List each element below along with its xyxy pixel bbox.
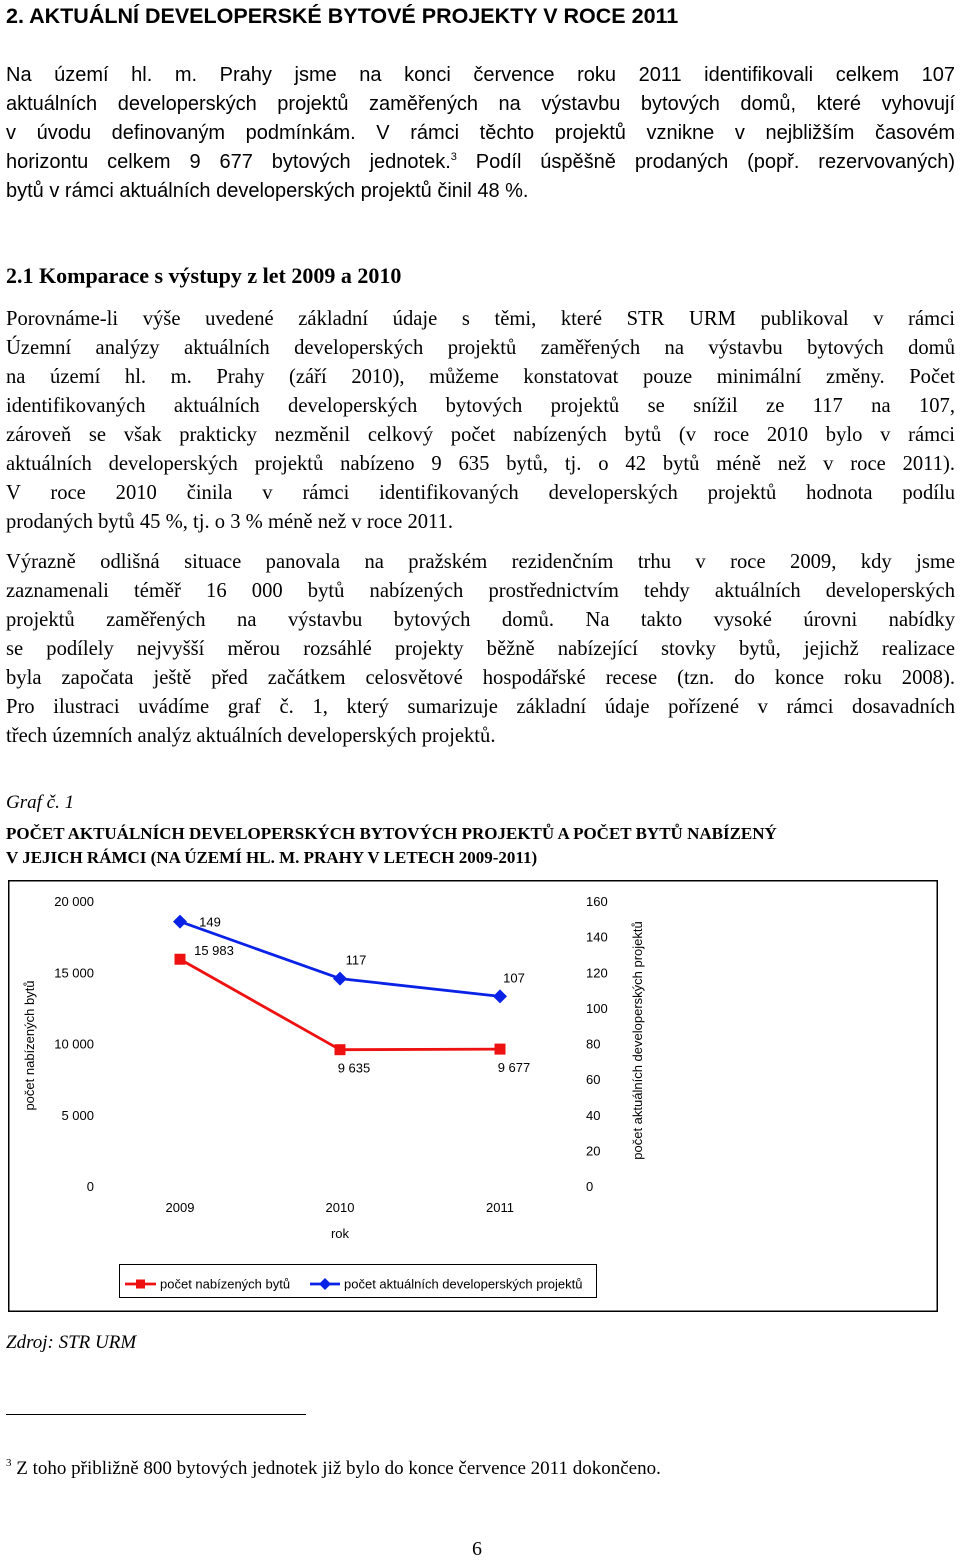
footnote xyxy=(6,1458,661,1480)
paragraph-line: Pro ilustraci uvádíme graf č. 1, který sumarizuje základní údaje pořízené v rámci dosavadních xyxy=(6,696,955,718)
footnote-text: Z toho přibližně 800 bytových jednotek již bylo do konce července 2011 dokončeno. xyxy=(11,1458,661,1479)
footnote-reference[interactable]: 3 xyxy=(450,151,457,163)
chart-title xyxy=(6,822,777,870)
legend-label: počet nabízených bytů xyxy=(160,1276,291,1292)
paragraph-line: byla započata ještě před začátkem celosvětové hospodářské recese (tzn. do konce roku 2008). xyxy=(6,667,955,689)
data-label: 117 xyxy=(345,952,367,968)
paragraph-line xyxy=(6,148,955,177)
paragraph-line: aktuálních developerských projektů nabízeno 9 635 bytů, tj. o 42 bytů méně než v roce 2011). xyxy=(6,453,955,475)
paragraph-line: Porovnáme-li výše uvedené základní údaje s těmi, které STR URM publikoval v rámci xyxy=(6,308,955,330)
paragraph-line: zaznamenali téměř 16 000 bytů nabízených prostřednictvím tehdy aktuálních developerských xyxy=(6,580,955,602)
data-point-marker xyxy=(173,915,187,929)
paragraph-line: identifikovaných aktuálních developerských bytových projektů se snížil ze 117 na 107, xyxy=(6,395,955,417)
data-label: 9 677 xyxy=(497,1060,531,1076)
paragraph-text: horizontu celkem 9 677 bytových jednotek. xyxy=(6,151,451,173)
figure-caption: Graf č. 1 xyxy=(6,792,75,813)
section-heading: 2. AKTUÁLNÍ DEVELOPERSKÉ BYTOVÉ PROJEKTY V ROCE 2011 xyxy=(6,4,679,28)
y-left-tick-label: 0 xyxy=(86,1179,94,1194)
y-left-tick-label: 20 000 xyxy=(54,894,94,909)
y-right-tick-label: 100 xyxy=(586,1000,608,1016)
paragraph-line: projektů zaměřených na výstavbu bytových domů. Na takto vysoké úrovni nabídky xyxy=(6,609,955,631)
chart-container xyxy=(8,880,938,1312)
y-right-tick-label: 80 xyxy=(586,1036,601,1052)
y-right-tick-label: 20 xyxy=(586,1143,601,1159)
paragraph-line: V roce 2010 činila v rámci identifikovaných developerských projektů hodnota podílu xyxy=(6,482,955,504)
x-tick-label: 2009 xyxy=(165,1200,195,1215)
data-point-marker xyxy=(493,989,507,1003)
y-left-tick-label: 5 000 xyxy=(61,1107,94,1123)
data-point-marker xyxy=(335,1044,346,1055)
data-label: 107 xyxy=(503,970,525,986)
y-right-axis-title: počet aktuálních developerských projektů xyxy=(630,921,645,1160)
paragraph-line: se podílely nejvyšší měrou rozsáhlé projekty běžně nabízející stovky bytů, jejichž realizace xyxy=(6,638,955,660)
y-right-tick-label: 60 xyxy=(586,1072,601,1088)
paragraph-line: Výrazně odlišná situace panovala na pražském rezidenčním trhu v roce 2009, kdy jsme xyxy=(6,551,955,573)
paragraph-line: Na území hl. m. Prahy jsme na konci července roku 2011 identifikovali celkem 107 xyxy=(6,64,955,86)
x-tick-label: 2010 xyxy=(325,1200,355,1215)
legend-marker xyxy=(319,1278,331,1290)
legend-label: počet aktuálních developerských projektů xyxy=(344,1276,583,1292)
y-right-tick-label: 140 xyxy=(586,929,608,945)
chart-title-line: V JEJICH RÁMCI (NA ÚZEMÍ HL. M. PRAHY V LETECH 2009-2011) xyxy=(6,848,538,867)
comparison-paragraph xyxy=(6,305,955,537)
subsection-heading: 2.1 Komparace s výstupy z let 2009 a 2010 xyxy=(6,263,402,288)
chart-frame xyxy=(9,881,938,1312)
line-chart xyxy=(8,880,938,1312)
paragraph-text: Podíl úspěšně prodaných (popř. rezervovaných) xyxy=(456,151,955,173)
x-tick-label: 2011 xyxy=(486,1200,514,1215)
y-left-tick-label: 10 000 xyxy=(54,1036,94,1052)
y-right-tick-label: 0 xyxy=(586,1179,594,1194)
market-paragraph xyxy=(6,548,955,751)
data-point-marker xyxy=(333,972,347,986)
data-label: 149 xyxy=(199,914,221,930)
y-left-axis-title: počet nabízených bytů xyxy=(22,980,37,1111)
data-point-marker xyxy=(175,954,186,965)
data-label: 9 635 xyxy=(337,1060,371,1076)
paragraph-line: třech územních analýz aktuálních developerských projektů. xyxy=(6,725,496,747)
paragraph-line: v úvodu definovaným podmínkám. V rámci těchto projektů vznikne v nejbližším časovém xyxy=(6,122,955,144)
paragraph-line: Územní analýzy aktuálních developerských projektů zaměřených na výstavbu bytových domů xyxy=(6,337,955,359)
paragraph-line: zároveň se však prakticky nezměnil celkový počet nabízených bytů (v roce 2010 bylo v rámci xyxy=(6,424,955,446)
chart-title-line: POČET AKTUÁLNÍCH DEVELOPERSKÝCH BYTOVÝCH PROJEKTŮ A POČET BYTŮ NABÍZENÝ xyxy=(6,824,777,843)
data-label: 15 983 xyxy=(194,943,234,959)
y-right-tick-label: 160 xyxy=(586,894,608,909)
intro-paragraph xyxy=(6,61,955,206)
y-right-tick-label: 40 xyxy=(586,1107,601,1123)
paragraph-line: na území hl. m. Prahy (září 2010), můžeme konstatovat pouze minimální změny. Počet xyxy=(6,366,955,388)
chart-source: Zdroj: STR URM xyxy=(6,1332,137,1353)
y-left-tick-label: 15 000 xyxy=(54,965,94,981)
footnote-number: 3 xyxy=(6,1457,12,1469)
x-axis-title: rok xyxy=(330,1226,350,1241)
footnote-separator xyxy=(6,1414,306,1415)
paragraph-line: aktuálních developerských projektů zaměřených na výstavbu bytových domů, které vyhovují xyxy=(6,93,955,115)
paragraph-line: bytů v rámci aktuálních developerských projektů činil 48 %. xyxy=(6,180,529,202)
legend-marker xyxy=(136,1280,145,1289)
paragraph-line: prodaných bytů 45 %, tj. o 3 % méně než v roce 2011. xyxy=(6,511,454,533)
y-right-tick-label: 120 xyxy=(586,965,608,981)
page-number: 6 xyxy=(472,1538,482,1560)
data-point-marker xyxy=(495,1044,506,1055)
